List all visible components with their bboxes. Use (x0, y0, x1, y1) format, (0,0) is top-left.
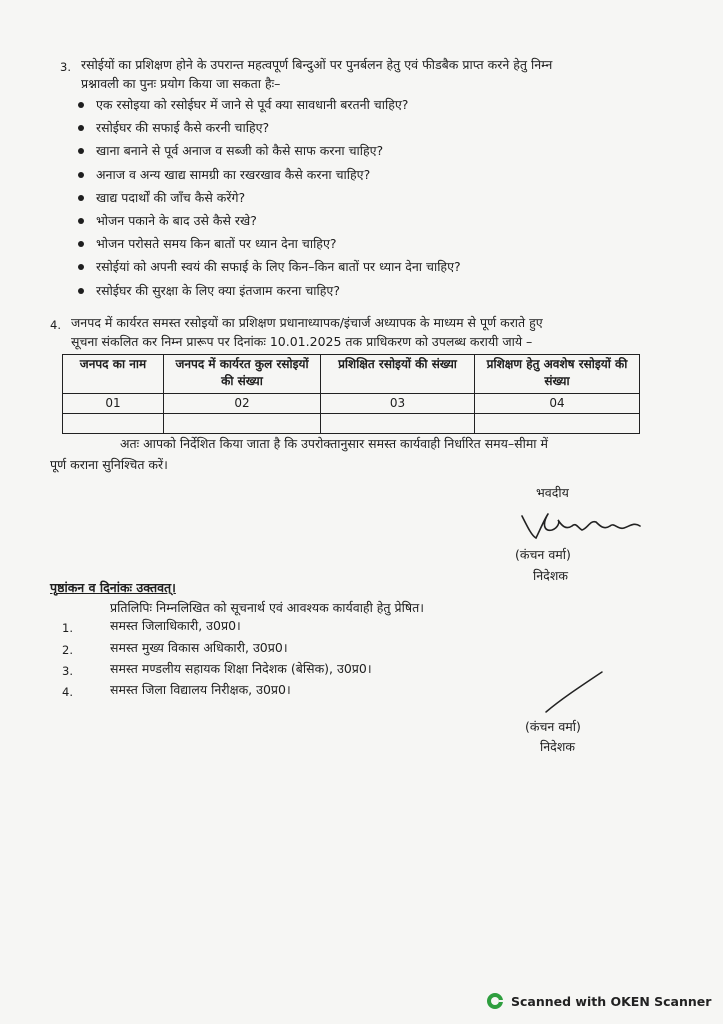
question-item: भोजन पकाने के बाद उसे कैसे रखे? (76, 209, 696, 232)
point-4-number: 4. (50, 318, 61, 332)
point-4-line-1: जनपद में कार्यरत समस्त रसोइयों का प्रशिक्षण प्रधानाध्यापक/इंचार्ज अध्यापक के माध्यम से पूर्ण कराते हुए (71, 315, 543, 330)
question-item: एक रसोइया को रसोईघर में जाने से पूर्व क्या सावधानी बरतनी चाहिए? (76, 93, 696, 116)
data-table (62, 354, 640, 434)
scanner-watermark-text: Scanned with OKEN Scanner (511, 993, 712, 1009)
endorsement-heading: पृष्ठांकन व दिनांकः उक्तवत्। (50, 580, 176, 595)
table-cell: 04 (475, 394, 640, 414)
signatory-designation-2: निदेशक (540, 739, 575, 754)
table-cell (321, 414, 475, 434)
header-district-name: जनपद का नाम (63, 355, 164, 394)
copy-item-number: 3. (62, 664, 73, 678)
table-row (63, 394, 640, 414)
signatory-name: (कंचन वर्मा) (515, 547, 571, 562)
instruction-line-1: अतः आपको निर्देशित किया जाता है कि उपरोक्तानुसार समस्त कार्यवाही निर्धारित समय–सीमा में (120, 436, 548, 451)
copy-item-text: समस्त मण्डलीय सहायक शिक्षा निदेशक (बेसिक), उ0प्र0। (110, 661, 372, 676)
point-4-line-2: सूचना संकलित कर निम्न प्रारूप पर दिनांकः 10.01.2025 तक प्राधिकरण को उपलब्ध करायी जाये – (71, 334, 533, 349)
point-3-number: 3. (60, 60, 71, 74)
signature-scribble (518, 508, 648, 542)
copy-item-text: समस्त जिलाधिकारी, उ0प्र0। (110, 618, 241, 633)
table-row (63, 414, 640, 434)
instruction-line-2: पूर्ण कराना सुनिश्चित करें। (50, 457, 168, 472)
closing-text: भवदीय (536, 485, 569, 500)
table-cell: 02 (164, 394, 321, 414)
point-3-line-2: प्रश्नावली का पुनः प्रयोग किया जा सकता हैः– (81, 76, 281, 91)
signatory-designation: निदेशक (533, 568, 568, 583)
question-item: अनाज व अन्य खाद्य सामग्री का रखरखाव कैसे करना चाहिए? (76, 163, 696, 186)
header-remaining-cooks: प्रशिक्षण हेतु अवशेष रसोइयों की संख्या (475, 355, 640, 394)
question-item: भोजन परोसते समय किन बातों पर ध्यान देना चाहिए? (76, 232, 696, 255)
question-item: रसोईघर की सुरक्षा के लिए क्या इंतजाम करना चाहिए? (76, 279, 696, 302)
table-cell (63, 414, 164, 434)
table-cell: 03 (321, 394, 475, 414)
scanner-logo-icon (486, 992, 504, 1010)
point-3-line-1: रसोईयों का प्रशिक्षण होने के उपरान्त महत्वपूर्ण बिन्दुओं पर पुनर्बलन हेतु एवं फीडबैक प्राप्त करने हेतु निम्न (81, 57, 553, 72)
header-trained-cooks: प्रशिक्षित रसोइयों की संख्या (321, 355, 475, 394)
question-item: खाद्य पदार्थों की जाँच कैसे करेंगे? (76, 186, 696, 209)
question-list (76, 93, 696, 302)
signature-stroke (540, 668, 610, 718)
copy-item-number: 1. (62, 621, 73, 635)
copy-item-text: समस्त जिला विद्यालय निरीक्षक, उ0प्र0। (110, 682, 291, 697)
question-item: रसोईयां को अपनी स्वयं की सफाई के लिए किन–किन बातों पर ध्यान देना चाहिए? (76, 255, 696, 278)
question-item: रसोईघर की सफाई कैसे करनी चाहिए? (76, 116, 696, 139)
table-cell (164, 414, 321, 434)
question-item: खाना बनाने से पूर्व अनाज व सब्जी को कैसे साफ करना चाहिए? (76, 139, 696, 162)
copy-item-text: समस्त मुख्य विकास अधिकारी, उ0प्र0। (110, 640, 288, 655)
header-total-cooks: जनपद में कार्यरत कुल रसोइयों की संख्या (164, 355, 321, 394)
table-cell (475, 414, 640, 434)
scanner-watermark (486, 992, 711, 1010)
table-cell: 01 (63, 394, 164, 414)
table-header-row (63, 355, 640, 394)
copy-item-number: 4. (62, 685, 73, 699)
endorsement-intro: प्रतिलिपिः निम्नलिखित को सूचनार्थ एवं आवश्यक कार्यवाही हेतु प्रेषित। (110, 600, 424, 615)
signatory-name-2: (कंचन वर्मा) (525, 719, 581, 734)
copy-item-number: 2. (62, 643, 73, 657)
